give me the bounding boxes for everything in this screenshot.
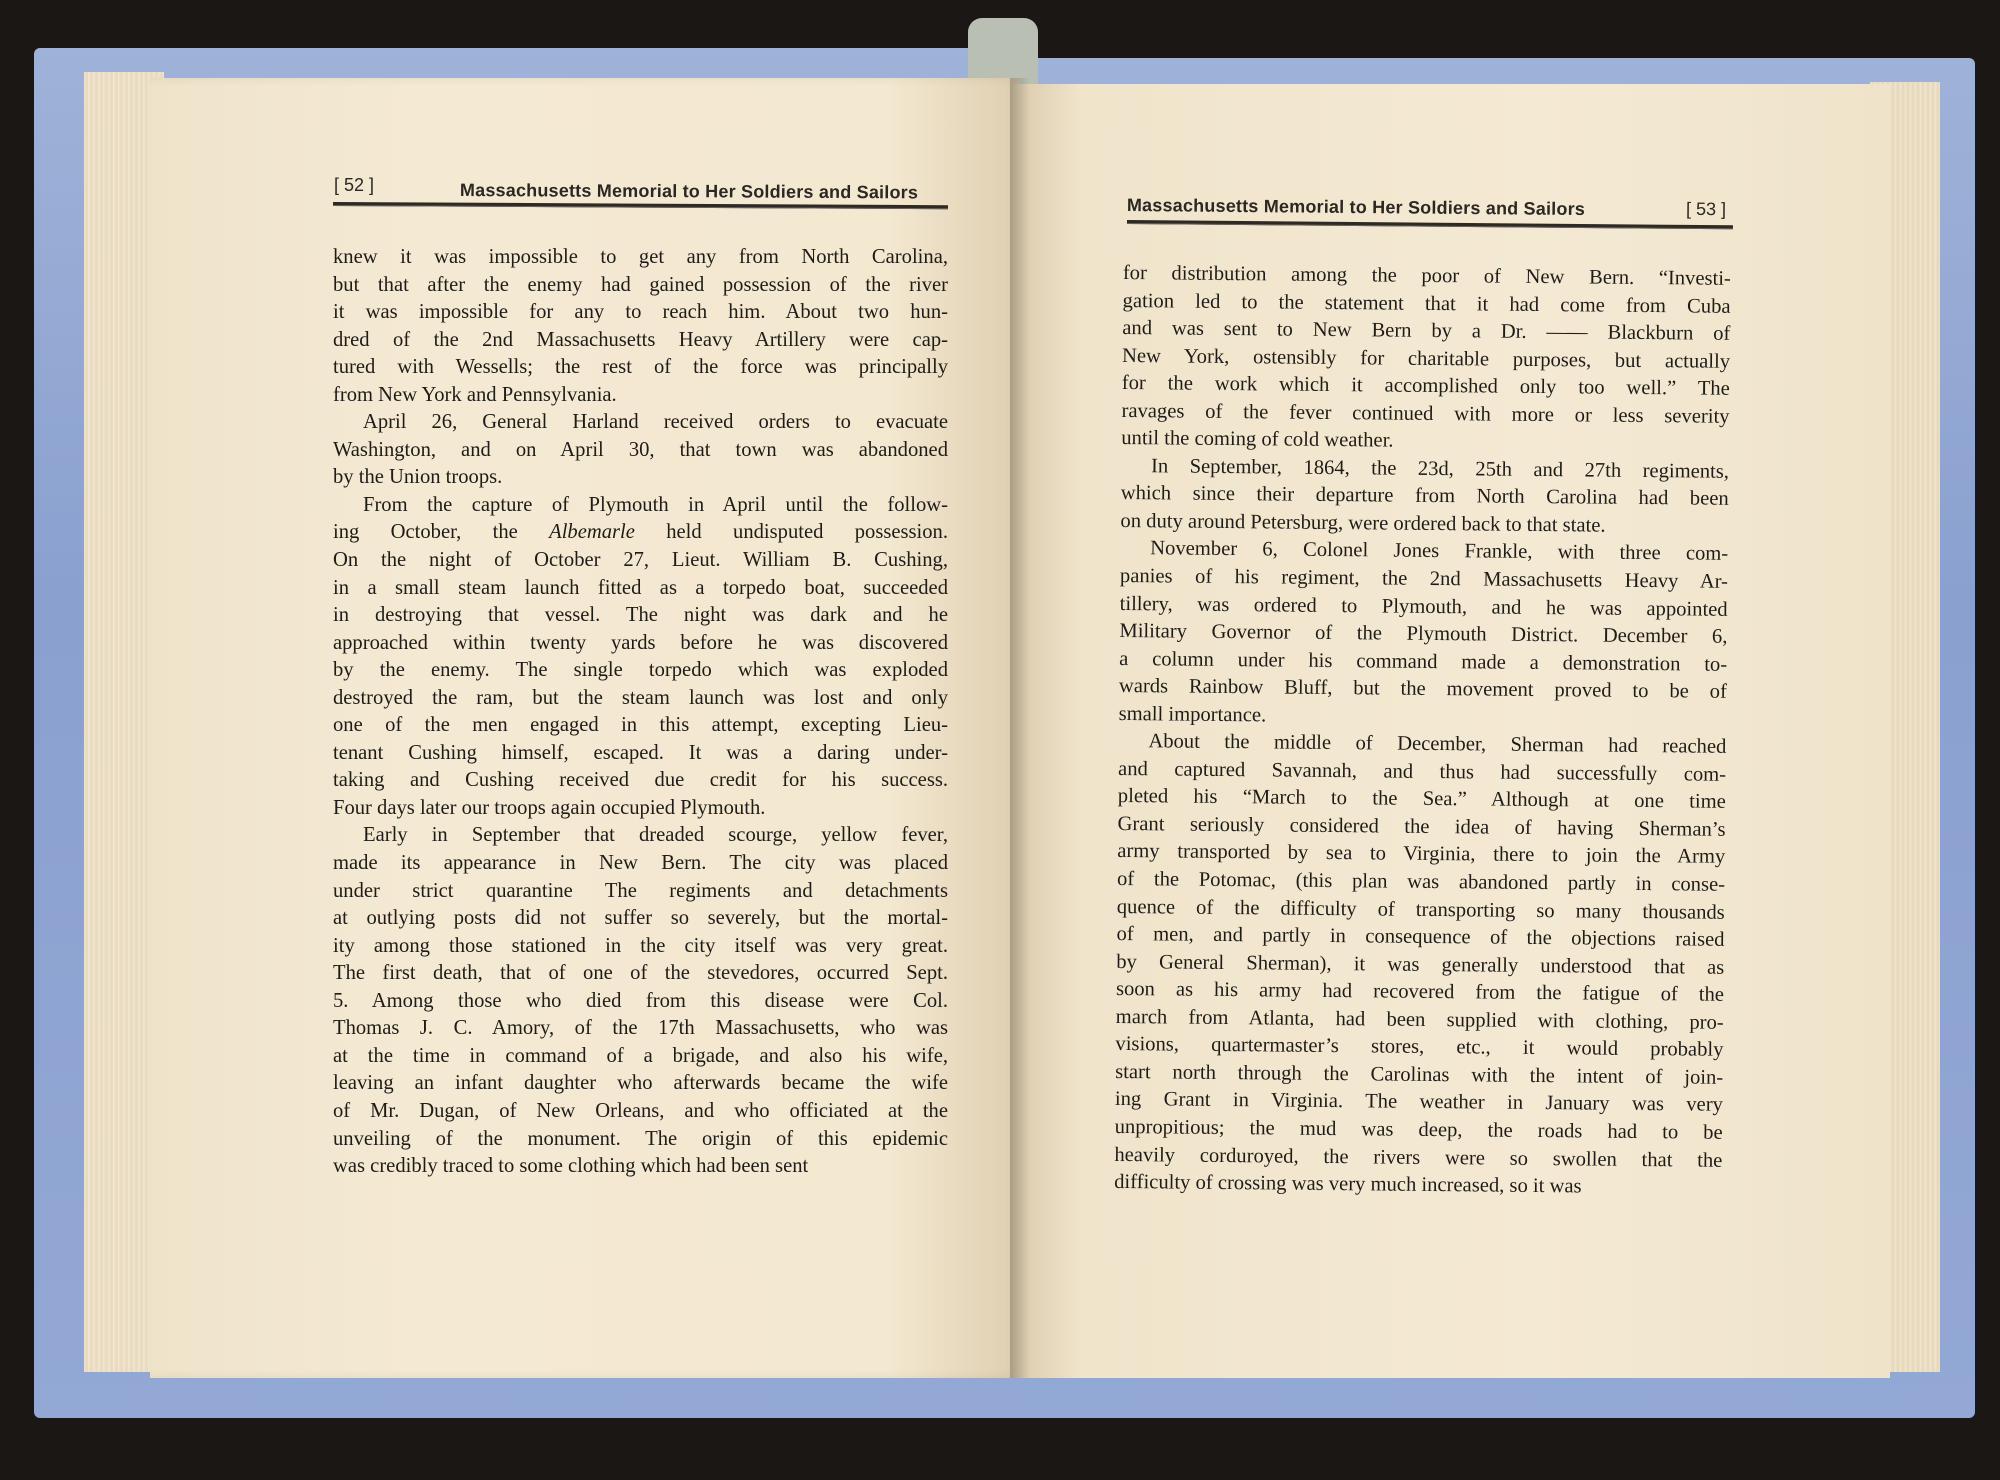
text-line: leaving an infant daughter who afterwards became the wife <box>333 1072 948 1095</box>
text-line: in a small steam launch fitted as a torpedo boat, succeeded <box>333 576 948 599</box>
paragraph <box>333 244 948 409</box>
text-line: quence of the difficulty of transporting so many thousands <box>1116 895 1725 924</box>
text-line: wards Rainbow Bluff, but the movement proved to be of <box>1118 675 1727 704</box>
right-page-number: [ 53 ] <box>1685 198 1727 220</box>
text-line: small importance. <box>1118 702 1267 727</box>
left-body-text <box>333 244 948 1181</box>
text-line: ing Grant in Virginia. The weather in January was very <box>1114 1088 1724 1117</box>
text-line: by the Union troops. <box>333 466 503 489</box>
text-line: of Mr. Dugan, of New Orleans, and who officiated at the <box>333 1099 948 1122</box>
paragraph <box>1120 453 1729 541</box>
text-line: dred of the 2nd Massachusetts Heavy Artillery were cap- <box>333 328 948 351</box>
text-line: army transported by sea to Virginia, there to join the Army <box>1117 840 1726 869</box>
text-line: 5. Among those who died from this disease were Col. <box>333 989 948 1012</box>
text-line: at the time in command of a brigade, and also his wife, <box>333 1044 948 1067</box>
paragraph <box>333 492 948 823</box>
right-body-text <box>1114 260 1731 1202</box>
text-line: one of the men engaged in this attempt, excepting Lieu- <box>333 714 948 737</box>
text-line: difficulty of crossing was very much increased, so it was <box>1114 1171 1582 1198</box>
text-line: Four days later our troops again occupied Plymouth. <box>333 796 766 819</box>
text-line: Early in September that dreaded scourge, yellow fever, <box>363 824 948 847</box>
paragraph <box>333 822 948 1180</box>
text-line: The first death, that of one of the stevedores, occurred Sept. <box>333 962 948 985</box>
text-line: Military Governor of the Plymouth District. December 6, <box>1119 620 1728 648</box>
text-line: destroyed the ram, but the steam launch was lost and only <box>333 686 948 709</box>
text-line: pleted his “March to the Sea.” Although at one time <box>1117 785 1726 814</box>
text-line: and was sent to New Bern by a Dr. —— Blackburn of <box>1122 317 1731 345</box>
text-line: start north through the Carolinas with the intent of join- <box>1115 1060 1724 1089</box>
gutter-shadow <box>1010 78 1030 1378</box>
text-line: ing October, the Albemarle held undisputed possession. <box>333 521 948 544</box>
text-line: In September, 1864, the 23d, 25th and 27th regiments, <box>1150 455 1730 483</box>
text-line: in destroying that vessel. The night was dark and he <box>333 604 948 627</box>
text-line: for the work which it accomplished only too well.” The <box>1121 372 1730 401</box>
text-line: heavily corduroyed, the rivers were so swollen that the <box>1114 1143 1723 1172</box>
paragraph <box>333 409 948 492</box>
text-line: unpropitious; the mud was deep, the roads had to be <box>1114 1115 1723 1144</box>
text-line: a column under his command made a demonstration to- <box>1119 647 1728 676</box>
text-line: soon as his army had recovered from the fatigue of the <box>1115 978 1725 1007</box>
text-line: of the Potomac, (this plan was abandoned partly in conse- <box>1116 868 1726 896</box>
text-line: of men, and partly in consequence of the objections raised <box>1116 923 1725 951</box>
text-line: taking and Cushing received due credit for his success. <box>333 769 948 792</box>
text-line: gation led to the statement that it had come from Cuba <box>1122 289 1731 318</box>
text-line: ity among those stationed in the city itself was very great. <box>333 934 948 957</box>
text-line: from New York and Pennsylvania. <box>333 383 617 406</box>
text-line: April 26, General Harland received orders to evacuate <box>363 411 948 434</box>
text-line: march from Atlanta, had been supplied with clothing, pro- <box>1115 1005 1724 1034</box>
text-line: November 6, Colonel Jones Frankle, with three com- <box>1150 537 1729 566</box>
text-line: ravages of the fever continued with more or less severity <box>1121 399 1730 428</box>
text-line: About the middle of December, Sherman had reached <box>1148 730 1727 759</box>
text-line: visions, quartermaster’s stores, etc., it would probably <box>1115 1033 1724 1062</box>
text-line: New York, ostensibly for charitable purposes, but actually <box>1121 344 1731 373</box>
text-line: under strict quarantine The regiments and detachments <box>333 879 948 902</box>
italic-ship-name: Albemarle <box>549 521 635 544</box>
text-line: was credibly traced to some clothing which had been sent <box>333 1155 809 1178</box>
text-line: Grant seriously considered the idea of having Sherman’s <box>1117 812 1726 841</box>
text-line: knew it was impossible to get any from North Carolina, <box>333 246 948 268</box>
paragraph <box>1114 728 1726 1202</box>
text-line: by the enemy. The single torpedo which was exploded <box>333 659 948 682</box>
text-line: panies of his regiment, the 2nd Massachusetts Heavy Ar- <box>1119 565 1729 593</box>
text-line: for distribution among the poor of New Bern. “Investi- <box>1122 261 1731 290</box>
text-line: at outlying posts did not suffer so severely, but the mortal- <box>333 907 948 930</box>
paragraph <box>1119 535 1729 734</box>
text-line: On the night of October 27, Lieut. William B. Cushing, <box>333 549 948 572</box>
text-line: it was impossible for any to reach him. About two hun- <box>333 301 948 324</box>
text-line: made its appearance in New Bern. The city was placed <box>333 852 948 875</box>
text-line: until the coming of cold weather. <box>1121 427 1394 452</box>
left-page-number: [ 52 ] <box>334 175 375 195</box>
text-line: From the capture of Plymouth in April until the follow- <box>363 493 948 516</box>
text-line: which since their departure from North Carolina had been <box>1120 482 1729 511</box>
paragraph <box>1121 260 1731 459</box>
text-line: tured with Wessells; the rest of the force was principally <box>333 356 948 379</box>
text-line: tillery, was ordered to Plymouth, and he was appointed <box>1119 592 1728 621</box>
text-line: on duty around Petersburg, were ordered back to that state. <box>1120 509 1606 537</box>
text-line: by General Sherman), it was generally understood that as <box>1116 950 1725 979</box>
text-line: tenant Cushing himself, escaped. It was a daring under- <box>333 741 948 764</box>
text-line: Thomas J. C. Amory, of the 17th Massachusetts, who was <box>333 1017 948 1040</box>
text-line: approached within twenty yards before he was discovered <box>333 631 948 654</box>
text-line: unveiling of the monument. The origin of this epidemic <box>333 1127 948 1150</box>
text-line: and captured Savannah, and thus had successfully com- <box>1118 757 1727 786</box>
text-line: Washington, and on April 30, that town was abandoned <box>333 438 948 461</box>
left-running-head: Massachusetts Memorial to Her Soldiers and Sailors <box>459 180 919 203</box>
text-line: but that after the enemy had gained possession of the river <box>333 273 948 296</box>
right-running-head: Massachusetts Memorial to Her Soldiers and Sailors <box>1126 195 1586 219</box>
